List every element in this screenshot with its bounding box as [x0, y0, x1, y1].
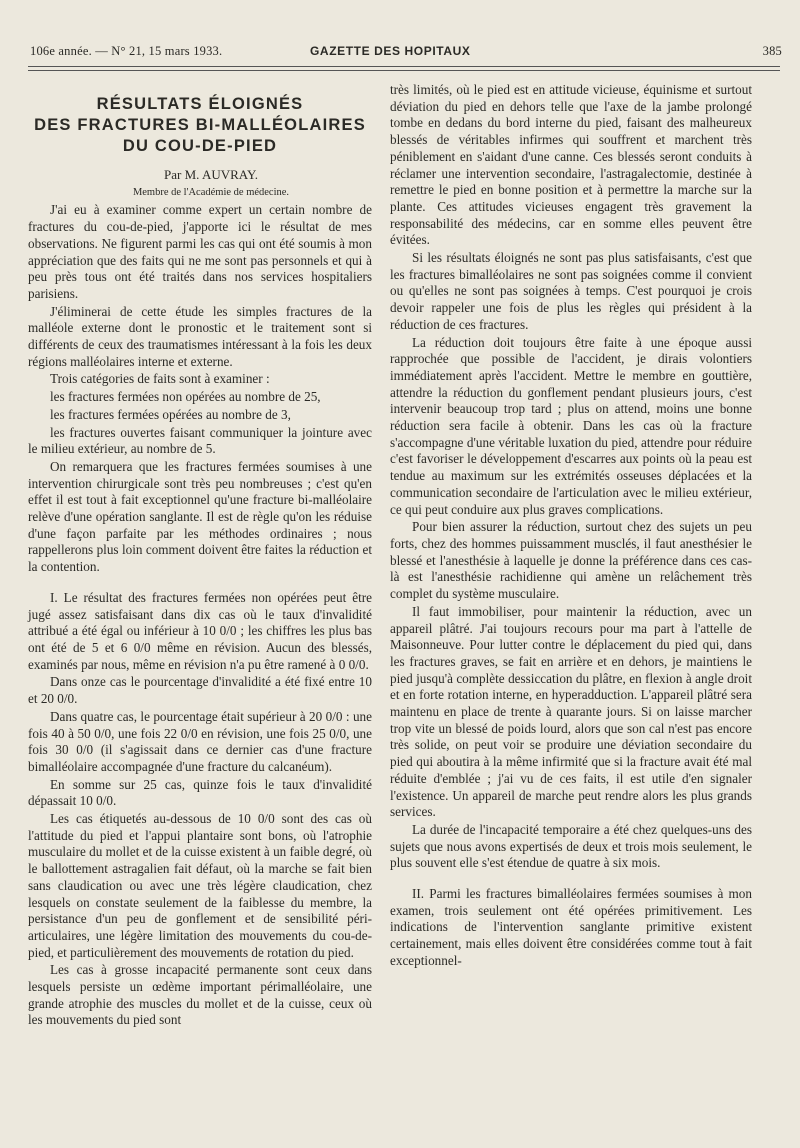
header-rule-bottom — [28, 70, 780, 71]
running-header — [30, 44, 782, 62]
title-line: DES FRACTURES BI-MALLÉOLAIRES — [34, 116, 366, 134]
paragraph: La durée de l'incapacité temporaire a été chez quelques-uns des sujets que nous avons expertisés de deux et trois mois seulement, le plus souvent elle s'est étendue de quatre à six mois. — [390, 821, 752, 871]
author-affiliation: Membre de l'Académie de médecine. — [132, 186, 290, 198]
paragraph: En somme sur 25 cas, quinze fois le taux d'invalidité dépassait 10 0/0. — [28, 776, 372, 809]
paragraph: Les cas étiquetés au-dessous de 10 0/0 sont des cas où l'attitude du pied et l'appui plantaire sont bons, où l'atrophie musculaire du mollet et de la cuisse existent à un faible degré, où le ballottement astragalien fait défaut, où la marche se fait bien sans claudication ou avec une très légère claudication, chez lesquels on constate seulement de la faiblesse du membre, la persistance d'un peu de gonflement et de sensibilité péri-articulaires, une légère limitation des mouvements du cou-de-pied, et particulièrement des mouvements de rotation du pied. — [28, 811, 372, 960]
title-line: RÉSULTATS ÉLOIGNÉS — [96, 95, 304, 113]
right-column — [390, 82, 752, 970]
issue-info: 106e année. — N° 21, 15 mars 1933. — [30, 44, 223, 58]
list-item: les fractures ouvertes faisant communiquer la jointure avec le milieu extérieur, au nombre de 5. — [28, 424, 372, 457]
left-column — [28, 86, 372, 1029]
journal-name: GAZETTE DES HOPITAUX — [310, 44, 471, 58]
paragraph: Il faut immobiliser, pour maintenir la réduction, avec un appareil plâtré. J'ai toujours recours pour ma part à l'attelle de Maisonneuve. Pour lutter contre le déplacement du pied qui, dans les fractures graves, se fait en arrière et en dehors, je maintiens le pied jusqu'à complète dessiccation du plâtre, en flexion à angle droit et en forte rotation interne, en hyperadduction. L'appareil plâtré sera maintenu en place de trente à quarante jours. Si on laisse marcher trop vite un blessé de poids lourd, alors que son cal n'est pas encore très solide, on peut voir se produire une déviation secondaire du pied qui aboutira à la même infirmité que si la fracture avait été mal réduite d'emblée ; j'ai vu de ces faits, il est utile d'en signaler l'existence. Un appareil de marche peut rendre alors les plus grands services. — [390, 603, 752, 820]
paragraph: Si les résultats éloignés ne sont pas plus satisfaisants, c'est que les fractures bimalléolaires ne sont pas soignées comme il convient ou qu'elles ne sont pas soignées à temps. C'est pourquoi je crois devoir rappeler une fois de plus les règles qui président à la réduction de ces fractures. — [390, 250, 752, 332]
paragraph: Dans quatre cas, le pourcentage était supérieur à 20 0/0 : une fois 40 à 50 0/0, une fois 22 0/0 en révision, une fois 25 0/0, une fois 30 0/0 (il s'agissait dans ce dernier cas d'une fracture bimalléolaire accompagnée d'une fracture du calcanéum). — [28, 708, 372, 774]
paragraph: On remarquera que les fractures fermées soumises à une intervention chirurgicale sont très peu nombreuses ; c'est qu'en effet il est tout à fait exceptionnel qu'une fracture bi-malléolaire relève d'une opération sanglante. Il est de règle qu'on les réduise d'une façon parfaite par les méthodes ordinaires ; nous rappellerons plus loin comment doivent être faites la réduction et la contention. — [28, 458, 372, 575]
page-number: 385 — [762, 44, 782, 58]
paragraph: Pour bien assurer la réduction, surtout chez des sujets un peu forts, chez des hommes puissamment musclés, il faut anesthésier le blessé et l'anesthésie à laquelle je donne la préférence dans ces cas-là est l'anesthésie rachidienne qui amène un relâchement très complet du système musculaire. — [390, 519, 752, 602]
paragraph: Dans onze cas le pourcentage d'invalidité a été fixé entre 10 et 20 0/0. — [28, 674, 372, 707]
paragraph: J'éliminerai de cette étude les simples fractures de la malléole externe dont le pronostic et le traitement sont si différents de ceux des traumatismes intéressant à la fois les deux régions malléolaires interne et externe. — [28, 303, 372, 369]
list-item: les fractures fermées non opérées au nombre de 25, — [50, 389, 321, 405]
paragraph: Trois catégories de faits sont à examiner : — [50, 371, 270, 387]
title-line: DU COU-DE-PIED — [122, 137, 278, 155]
section-paragraph: I. Le résultat des fractures fermées non opérées peut être jugé assez satisfaisant dans dix cas où le taux d'invalidité attribué a été égal ou inférieur à 10 0/0 ; les chiffres les plus bas ont été de 5 et 6 0/0 même en révision. Aucun des blessés, examinés par nous, même en révision n'a pu être ramené à 0 0/0. — [28, 589, 372, 672]
list-item: les fractures fermées opérées au nombre de 3, — [50, 406, 291, 422]
paragraph: J'ai eu à examiner comme expert un certain nombre de fractures du cou-de-pied, j'apporte ici le résultat de mes observations. Ne figurent parmi les cas qui ont été soumis à mon appréciation que des faits qui ne me sont pas personnels et qui à peu près tous ont été traités dans nos services hospitaliers parisiens. — [28, 202, 372, 301]
article-title — [28, 94, 372, 157]
paragraph: La réduction doit toujours être faite à une époque aussi rapprochée que possible de l'accident, je dirais volontiers immédiatement après l'accident. Mettre le membre en gouttière, attendre la réduction du gonflement pendant plusieurs jours, c'est intervenir beaucoup trop tard ; plus on attend, moins une bonne réduction sera facile à obtenir. Dans les cas où la fracture s'accompagne d'une véritable luxation du pied, attendre pour réduire c'est favoriser le développement d'escarres aux points où la peau est tendue au maximum sur les extrémités osseuses déplacées et la communication secondaire de l'articulation avec le milieu extérieur, ce qui peut conduire aux plus graves complications. — [390, 334, 752, 517]
paragraph: Les cas à grosse incapacité permanente sont ceux dans lesquels persiste un œdème important périmalléolaire, une grande atrophie des muscles du mollet et de la cuisse, ceux où les mouvements du pied sont — [28, 962, 372, 1028]
author: Par M. AUVRAY. — [164, 167, 258, 182]
header-rule-top — [28, 66, 780, 67]
paragraph: très limités, où le pied est en attitude vicieuse, équinisme et surtout déviation du pied en dehors telle que l'axe de la jambe prolongé tombe en dedans du bord interne du pied, faisant des malheureux blessés de véritables infirmes qui souffrent et marchent très péniblement en s'aidant d'une canne. Ces blessés seront conduits à réclamer une intervention secondaire, l'astragalectomie, destinée à remettre le pied en bonne position et à permettre la marche sur la plante. Ces attitudes vicieuses engagent très gravement la responsabilité des médecins, car en somme elles peuvent être évitées. — [390, 82, 752, 248]
section-paragraph: II. Parmi les fractures bimalléolaires fermées soumises à mon examen, trois seulement ont été opérées primitivement. Les indications de l'intervention sanglante primitive existent certainement, mais elles doivent être considérées comme tout à fait exceptionnel- — [390, 886, 752, 968]
